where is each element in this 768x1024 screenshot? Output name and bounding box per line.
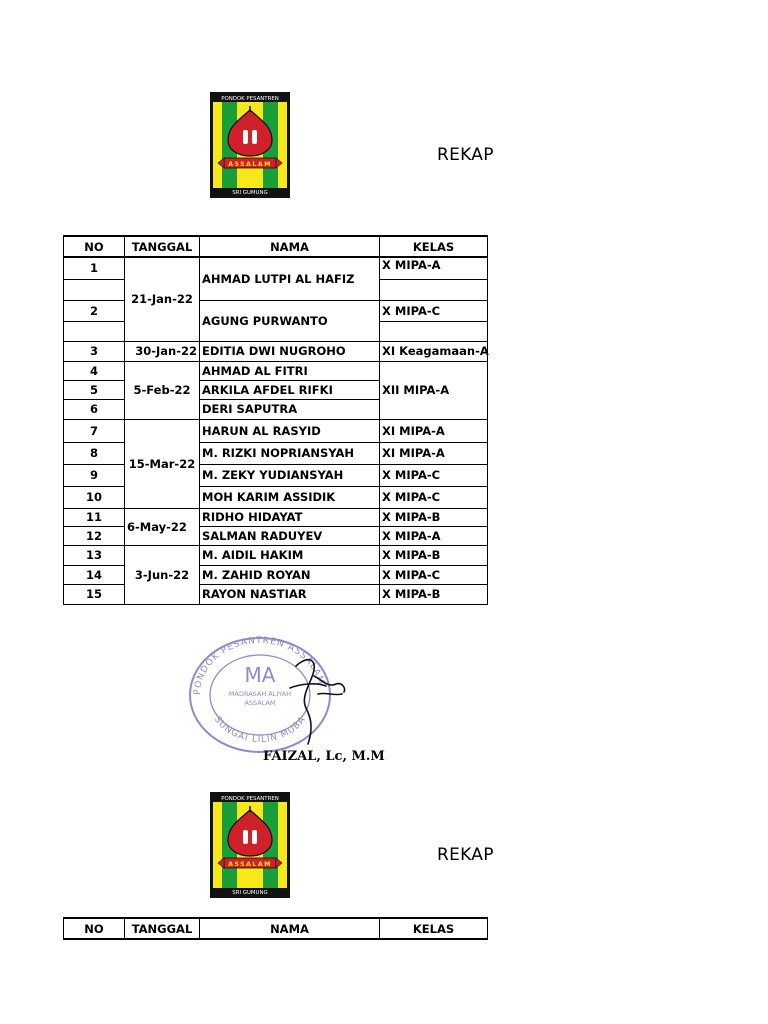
cell-kelas: X MIPA-C [380, 565, 488, 584]
cell-kelas: X MIPA-C [380, 486, 488, 508]
cell-date: 3-Jun-22 [125, 545, 200, 604]
col-header-tanggal: TANGGAL [125, 236, 200, 257]
cell-nama: M. AIDIL HAKIM [200, 545, 380, 565]
data-table-2 [63, 917, 488, 940]
cell-nama: EDITIA DWI NUGROHO [200, 341, 380, 361]
col-header-kelas: KELAS [380, 236, 488, 257]
cell-no: 2 [64, 300, 125, 321]
cell-empty [64, 279, 125, 300]
cell-empty [380, 279, 488, 300]
cell-nama: DERI SAPUTRA [200, 399, 380, 419]
svg-text:SUNGAI LILIN MUBA [212, 715, 308, 745]
page-title: REKAP [437, 145, 494, 165]
cell-no: 11 [64, 508, 125, 526]
cell-no: 15 [64, 584, 125, 604]
stamp-center-big: MA [244, 663, 276, 687]
logo-bottom-text: SRI GUMUNG [232, 190, 268, 196]
cell-no: 4 [64, 361, 125, 380]
col-header-no: NO [64, 236, 125, 257]
cell-date: 21-Jan-22 [125, 257, 200, 341]
cell-empty [64, 321, 125, 341]
cell-no: 13 [64, 545, 125, 565]
cell-nama: HARUN AL RASYID [200, 419, 380, 442]
cell-no: 10 [64, 486, 125, 508]
cell-nama: AHMAD LUTPI AL HAFIZ [200, 257, 380, 300]
stamp-center-line2: ASSALAM [244, 699, 276, 707]
stamp-bottom-text: SUNGAI LILIN MUBA [211, 714, 309, 745]
col-header-nama: NAMA [200, 918, 380, 939]
school-logo-2 [210, 792, 290, 898]
cell-date: 30-Jan-22 [125, 341, 200, 361]
cell-kelas: XI Keagamaan-A [380, 341, 488, 361]
cell-no: 14 [64, 565, 125, 584]
cell-date: 15-Mar-22 [125, 419, 200, 508]
cell-no: 3 [64, 341, 125, 361]
cell-nama: ARKILA AFDEL RIFKI [200, 380, 380, 399]
cell-no: 5 [64, 380, 125, 399]
signer-name: FAIZAL, Lc, M.M [263, 749, 385, 764]
cell-nama: RAYON NASTIAR [200, 584, 380, 604]
logo-banner-text: ASSALAM [228, 861, 272, 868]
cell-kelas: XI MIPA-A [380, 419, 488, 442]
cell-nama: M. RIZKI NOPRIANSYAH [200, 442, 380, 464]
col-header-no: NO [64, 918, 125, 939]
cell-kelas: X MIPA-A [380, 526, 488, 545]
cell-no: 1 [64, 257, 125, 279]
cell-no: 12 [64, 526, 125, 545]
cell-empty [380, 321, 488, 341]
cell-nama: M. ZAHID ROYAN [200, 565, 380, 584]
cell-kelas: XII MIPA-A [380, 361, 488, 419]
col-header-tanggal: TANGGAL [125, 918, 200, 939]
cell-date: 6-May-22 [125, 508, 200, 545]
cell-kelas: XI MIPA-A [380, 442, 488, 464]
col-header-nama: NAMA [200, 236, 380, 257]
logo-bottom-text: SRI GUMUNG [232, 890, 268, 896]
cell-no: 8 [64, 442, 125, 464]
logo-top-text: PONDOK PESANTREN [221, 796, 279, 802]
cell-kelas: X MIPA-C [380, 464, 488, 486]
page-title-2: REKAP [437, 845, 494, 865]
cell-kelas: X MIPA-B [380, 508, 488, 526]
col-header-kelas: KELAS [380, 918, 488, 939]
cell-nama: AHMAD AL FITRI [200, 361, 380, 380]
logo-top-text: PONDOK PESANTREN [221, 96, 279, 102]
stamp-ring-text: PONDOK PESANTREN ASSALAM [192, 636, 326, 696]
cell-kelas: X MIPA-B [380, 545, 488, 565]
cell-nama: RIDHO HIDAYAT [200, 508, 380, 526]
cell-kelas: X MIPA-C [380, 300, 488, 321]
data-table [63, 235, 488, 605]
cell-no: 6 [64, 399, 125, 419]
official-stamp [186, 636, 356, 754]
cell-nama: M. ZEKY YUDIANSYAH [200, 464, 380, 486]
cell-no: 9 [64, 464, 125, 486]
cell-nama: AGUNG PURWANTO [200, 300, 380, 341]
cell-nama: SALMAN RADUYEV [200, 526, 380, 545]
cell-no: 7 [64, 419, 125, 442]
cell-kelas: X MIPA-A [380, 257, 488, 279]
logo-banner-text: ASSALAM [228, 161, 272, 168]
cell-nama: MOH KARIM ASSIDIK [200, 486, 380, 508]
cell-date: 5-Feb-22 [125, 361, 200, 419]
cell-kelas: X MIPA-B [380, 584, 488, 604]
stamp-center-line1: MADRASAH ALIYAH [228, 690, 292, 698]
